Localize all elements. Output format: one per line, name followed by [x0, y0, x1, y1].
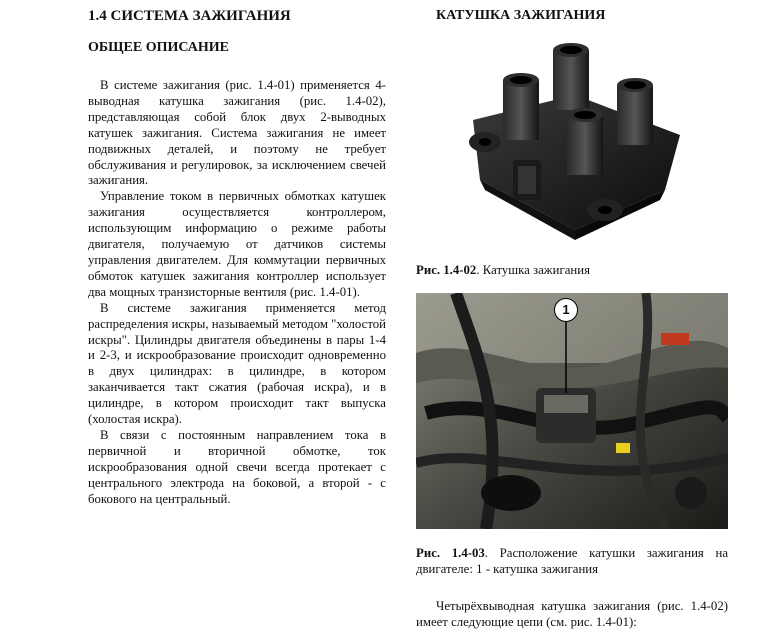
figure-caption-text: . Расположение катушки зажигания на двигателе: 1 - катушка зажигания	[416, 546, 728, 576]
paragraph: В системе зажигания применяется метод распределения искры, называемый методом "холостой искры". Цилиндры двигателя объединены в пары 1-4 и 2-3, и искрообразование происходит одновременно в двух цилиндрах: в цилиндре, в котором заканчивается такт сжатия (рабочая искра), и в цилиндре, в котором происходит такт выпуска (холостая искра).	[88, 300, 386, 427]
figure-label: Рис. 1.4-03	[416, 546, 485, 560]
paragraph: Четырёхвыводная катушка зажигания (рис. 1.4-02) имеет следующие цепи (см. рис. 1.4-01):	[416, 599, 728, 629]
section-title: 1.4 СИСТЕМА ЗАЖИГАНИЯ	[88, 8, 291, 24]
ignition-coil-image	[455, 40, 695, 240]
paragraph: В связи с постоянным направлением тока в первичной и вторичной обмотке, ток искрообразования одной свечи всегда протекает с центрального электрода на боковой, а второй - с бокового на центральный.	[88, 427, 386, 506]
subsection-title: ОБЩЕЕ ОПИСАНИЕ	[88, 40, 230, 55]
left-body-text	[88, 78, 386, 507]
engine-bay-photo	[416, 293, 728, 529]
figure-caption-2	[416, 545, 728, 577]
right-column-title: КАТУШКА ЗАЖИГАНИЯ	[436, 8, 606, 23]
paragraph: В системе зажигания (рис. 1.4-01) применяется 4-выводная катушка зажигания (рис. 1.4-02), представляющая собой блок двух 2-выводных катушек зажигания. Система зажигания не имеет подвижных деталей, и поэтому не требует обслуживания и регулировок, за исключением свечей зажигания.	[88, 78, 386, 188]
callout-marker: 1	[554, 298, 578, 322]
figure-caption-1	[416, 262, 728, 278]
figure-caption-text: . Катушка зажигания	[476, 263, 590, 277]
figure-label: Рис. 1.4-02	[416, 263, 477, 277]
paragraph: Управление током в первичных обмотках катушек зажигания осуществляется контроллером, использующим информацию о режиме работы двигателя, получаемую от датчиков системы управления двигателем. Для коммутации первичных обмоток катушек зажигания контроллер использует два мощных транзисторные вентиля (рис. 1.4-01).	[88, 189, 386, 299]
right-body-text	[416, 598, 728, 630]
